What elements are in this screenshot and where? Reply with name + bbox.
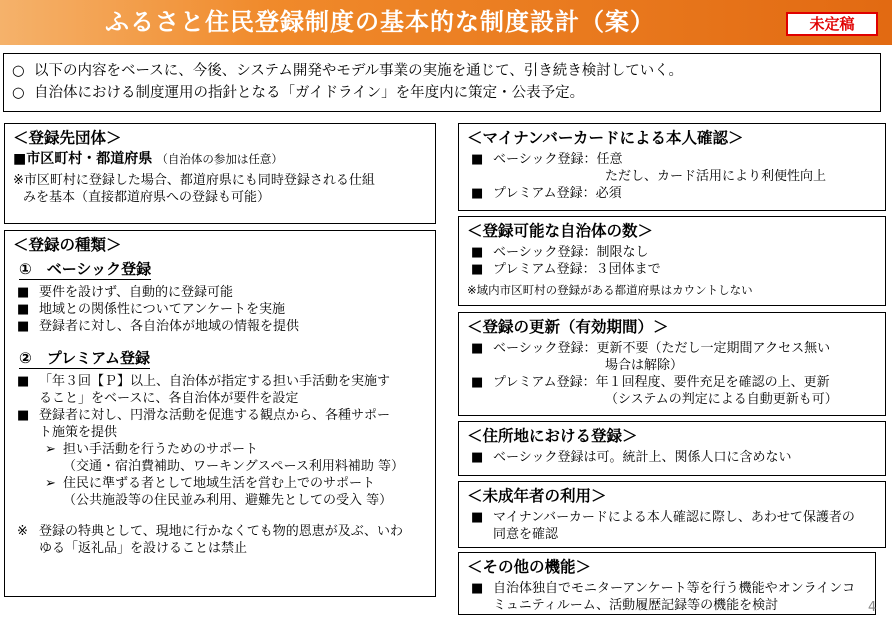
item-text xyxy=(493,509,855,543)
list-item xyxy=(13,318,427,335)
item-continuation: ただし、カード活用により利便性向上 xyxy=(605,169,827,184)
item-text: 地域との関係性についてアンケートを実施 xyxy=(39,302,285,317)
list-item xyxy=(467,151,877,168)
item-line: ること」をベースに、各自治体が要件を設定 xyxy=(39,391,299,406)
entity-note-line: みを基本（直接都道府県への登録も可能） xyxy=(23,190,271,205)
item-text xyxy=(493,580,855,614)
item-line: 同意を確認 xyxy=(493,527,559,542)
square-bullet: ■ xyxy=(471,341,484,356)
item-text: ベーシック登録：制限なし xyxy=(493,245,649,260)
list-item xyxy=(13,407,427,441)
item-continuation: 場合は解除） xyxy=(605,358,684,373)
other-functions-box xyxy=(458,552,876,615)
item-line: ミュニティルーム、活動履歴記録等の機能を検討 xyxy=(493,598,779,613)
section-title: ＜登録の更新（有効期間）＞ xyxy=(467,318,669,336)
basic-registration-heading: ① ベーシック登録 xyxy=(19,260,152,278)
item-line: ゆる「返礼品」を設けることは禁止 xyxy=(39,541,248,556)
list-item xyxy=(467,185,877,202)
section-title: ＜住所地における登録＞ xyxy=(467,427,638,445)
item-continuation: （システムの判定による自動更新も可） xyxy=(605,392,838,407)
minors-box xyxy=(458,481,886,548)
square-bullet: ■ xyxy=(471,245,484,260)
item-text: プレミアム登録：必須 xyxy=(493,186,622,201)
item-line: 住民に準ずる者として地域生活を営む上でのサポート xyxy=(63,476,376,491)
count-note: ※域内市区町村の登録がある都道府県はカウントしない xyxy=(467,283,753,297)
item-line: 「年３回【Ｐ】以上、自治体が指定する担い手活動を実施す xyxy=(39,374,391,389)
arrow-bullet: ➢ xyxy=(45,476,56,491)
list-item xyxy=(467,244,877,261)
item-line: 登録の特典として、現地に行かなくても物的恩恵が及ぶ、いわ xyxy=(39,524,404,539)
item-text: 登録者に対し、各自治体が地域の情報を提供 xyxy=(39,319,300,334)
item-line: マイナンバーカードによる本人確認に際し、あわせて保護者の xyxy=(493,510,855,525)
registration-types-box xyxy=(4,230,436,597)
item-text: ベーシック登録は可。統計上、関係人口に含めない xyxy=(493,450,792,465)
item-text xyxy=(39,523,403,557)
square-bullet: ■ xyxy=(471,510,484,525)
list-item xyxy=(467,261,877,278)
item-text: ベーシック登録：更新不要（ただし一定期間アクセス無い xyxy=(493,341,831,356)
item-line: （交通・宿泊費補助、ワーキングスペース利用料補助 等） xyxy=(63,459,404,474)
item-line: ト施策を提供 xyxy=(39,425,118,440)
section-title: ＜その他の機能＞ xyxy=(467,558,592,576)
item-text: 要件を設けず、自動的に登録可能 xyxy=(39,285,233,300)
square-bullet: ■ xyxy=(17,408,30,423)
list-item xyxy=(13,373,427,407)
registration-entity-box xyxy=(4,123,436,224)
square-bullet: ■ xyxy=(471,375,484,390)
item-text xyxy=(63,441,404,475)
page-title: ふるさと住民登録制度の基本的な制度設計（案） xyxy=(105,8,655,36)
list-item xyxy=(467,509,877,543)
entity-note-line: ※市区町村に登録した場合、都道府県にも同時登録される仕組 xyxy=(13,173,375,188)
mynumber-box xyxy=(458,123,886,211)
item-line: （公共施設等の住民並み利用、避難先としての受入 等） xyxy=(63,493,393,508)
square-bullet: ■ xyxy=(471,262,484,277)
intro-text: 自治体における制度運用の指針となる「ガイドライン」を年度内に策定・公表予定。 xyxy=(34,85,585,101)
address-box xyxy=(458,421,886,476)
sub-list-item xyxy=(13,475,427,509)
intro-box xyxy=(3,53,881,112)
list-item xyxy=(13,284,427,301)
section-title: ＜マイナンバーカードによる本人確認＞ xyxy=(467,129,744,147)
list-item xyxy=(467,580,867,614)
square-bullet: ■ xyxy=(471,152,484,167)
intro-line xyxy=(12,60,872,82)
list-item xyxy=(467,374,877,391)
sub-list-item xyxy=(13,441,427,475)
entity-main-note: （自治体の参加は任意） xyxy=(156,152,283,166)
square-bullet: ■ xyxy=(17,285,30,300)
section-title: ＜登録可能な自治体の数＞ xyxy=(467,222,654,240)
square-bullet: ■ xyxy=(17,302,30,317)
item-text xyxy=(63,475,392,509)
square-bullet: ■ xyxy=(17,319,30,334)
premium-registration-heading: ② プレミアム登録 xyxy=(19,349,151,367)
municipality-count-box xyxy=(458,216,886,306)
square-bullet: ■ xyxy=(471,186,484,201)
square-bullet: ■ xyxy=(17,374,30,389)
note-item xyxy=(13,523,427,557)
item-text xyxy=(39,373,390,407)
draft-stamp: 未定稿 xyxy=(786,12,878,36)
item-line: 登録者に対し、円滑な活動を促進する観点から、各種サポー xyxy=(39,408,391,423)
item-text: プレミアム登録：３団体まで xyxy=(493,262,661,277)
item-line: 担い手活動を行うためのサポート xyxy=(63,442,259,457)
entity-main xyxy=(13,151,427,168)
square-bullet: ■ xyxy=(471,581,484,596)
section-title: ＜未成年者の利用＞ xyxy=(467,487,607,505)
list-item xyxy=(467,340,877,357)
section-title: ＜登録先団体＞ xyxy=(13,129,122,147)
note-mark: ※ xyxy=(17,524,28,539)
list-item xyxy=(13,301,427,318)
intro-line xyxy=(12,82,872,104)
list-item xyxy=(467,449,877,466)
section-title: ＜登録の種類＞ xyxy=(13,236,122,254)
item-line: 自治体独自でモニターアンケート等を行う機能やオンラインコ xyxy=(493,581,856,596)
circle-bullet: ○ xyxy=(12,85,25,101)
arrow-bullet: ➢ xyxy=(45,442,56,457)
item-text: プレミアム登録：年１回程度、要件充足を確認の上、更新 xyxy=(493,375,830,390)
item-text xyxy=(39,407,390,441)
intro-text: 以下の内容をベースに、今後、システム開発やモデル事業の実施を通じて、引き続き検討していく。 xyxy=(34,63,684,79)
item-text: ベーシック登録：任意 xyxy=(493,152,623,167)
square-bullet: ■ xyxy=(471,450,484,465)
circle-bullet: ○ xyxy=(12,63,25,79)
renewal-box xyxy=(458,312,886,416)
entity-main-label: ■市区町村・都道府県 xyxy=(13,151,153,167)
page-number: 4 xyxy=(868,600,877,615)
